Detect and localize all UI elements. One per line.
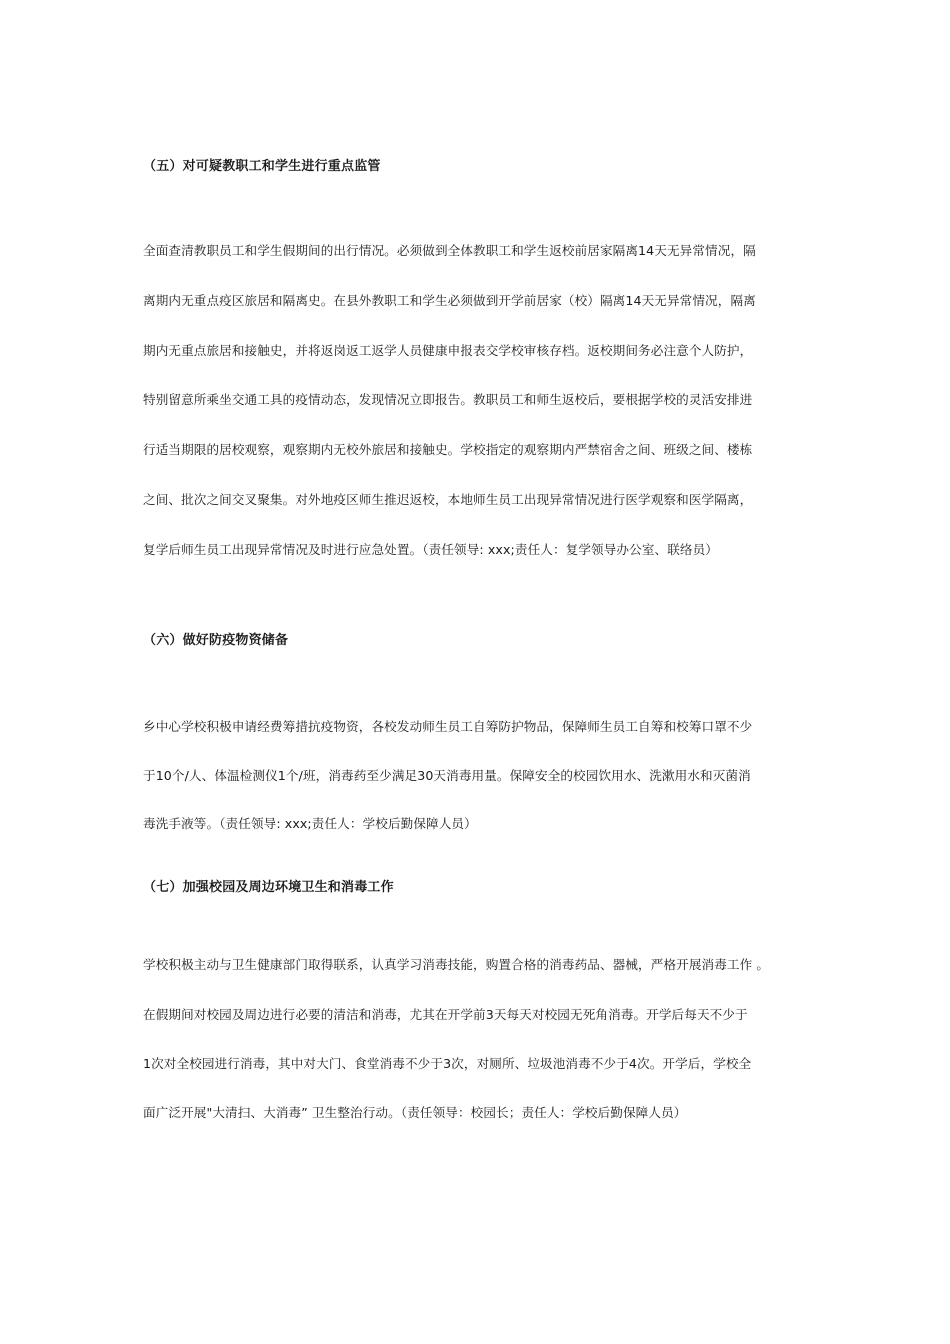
paragraph-line: 行适当期限的居校观察，观察期内无校外旅居和接触史。学校指定的观察期内严禁宿舍之间、班级之间、楼栋 (143, 442, 753, 457)
section-heading-7: （七）加强校园及周边环境卫生和消毒工作 (143, 880, 394, 895)
section-heading-6: （六）做好防疫物资储备 (143, 633, 289, 648)
paragraph-line: 面广泛开展"大清扫、大消毒” 卫生整治行动。（责任领导：校园长；责任人：学校后勤保障人员） (143, 1105, 687, 1120)
paragraph-line: 于10个/人、体温检测仪1个/班，消毒药至少满足30天消毒用量。保障安全的校园饮用水、洗漱用水和灭菌消 (143, 768, 751, 783)
paragraph-line: 期内无重点旅居和接触史，并将返岗返工返学人员健康申报表交学校审核存档。返校期间务必注意个人防护， (143, 343, 753, 358)
paragraph-line: 特别留意所乘坐交通工具的疫情动态，发现情况立即报告。教职员工和师生返校后，要根据学校的灵活安排进 (143, 392, 753, 407)
paragraph-line: 之间、批次之间交叉聚集。对外地疫区师生推迟返校，本地师生员工出现异常情况进行医学观察和医学隔离， (143, 492, 753, 507)
paragraph-line: 离期内无重点疫区旅居和隔离史。在县外教职工和学生必须做到开学前居家（校）隔离14天无异常情况，隔离 (143, 293, 756, 308)
paragraph-line: 毒洗手液等。（责任领导: xxx;责任人：学校后勤保障人员） (143, 816, 477, 831)
paragraph-line: 1次对全校园进行消毒，其中对大门、食堂消毒不少于3次，对厕所、垃圾池消毒不少于4次。开学后，学校全 (143, 1056, 752, 1071)
paragraph-line: 复学后师生员工出现异常情况及时进行应急处置。（责任领导: xxx;责任人：复学领导办公室、联络员） (143, 542, 718, 557)
paragraph-line: 学校积极主动与卫生健康部门取得联系，认真学习消毒技能，购置合格的消毒药品、器械，严格开展消毒工作 。 (143, 957, 770, 972)
section-heading-5: （五）对可疑教职工和学生进行重点监管 (143, 159, 381, 174)
paragraph-line: 乡中心学校积极申请经费筹措抗疫物资，各校发动师生员工自筹防护物品，保障师生员工自筹和校筹口罩不少 (143, 719, 753, 734)
paragraph-line: 在假期间对校园及周边进行必要的清洁和消毒，尤其在开学前3天每天对校园无死角消毒。开学后每天不少于 (143, 1007, 748, 1022)
paragraph-line: 全面查清教职员工和学生假期间的出行情况。必须做到全体教职工和学生返校前居家隔离14天无异常情况，隔 (143, 243, 756, 258)
